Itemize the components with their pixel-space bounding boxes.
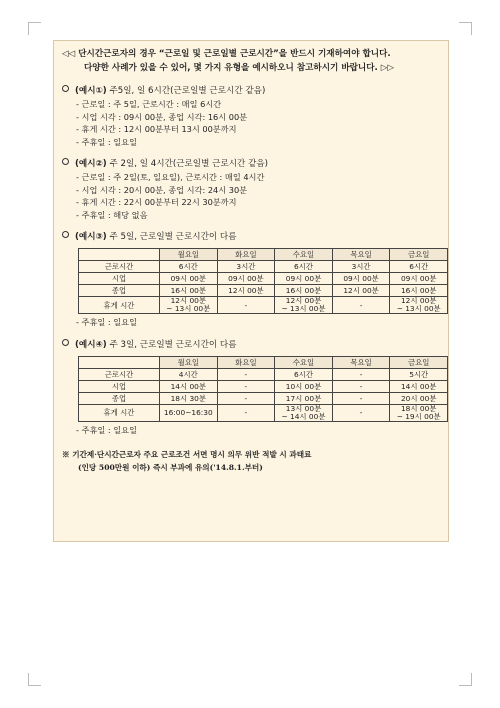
table-cell: 16시 00분 (160, 285, 218, 297)
example-2-line: - 휴게 시간 : 22시 00분부터 22시 30분까지 (76, 197, 237, 207)
row-header: 휴게 시간 (79, 297, 160, 314)
table-cell: 16시 00분 (390, 285, 448, 297)
table-cell: 09시 00분 (217, 273, 275, 285)
table-corner (79, 356, 160, 368)
row-header: 시업 (79, 380, 160, 392)
circle-bullet-icon (62, 158, 69, 165)
example-1-line: - 주휴일 : 일요일 (76, 136, 137, 147)
day-header: 화요일 (217, 249, 275, 261)
example-3-heading: 주 5일, 근로일별 근로시간이 다름 (106, 232, 237, 242)
circle-bullet-icon (62, 339, 69, 346)
day-header: 화요일 (217, 356, 275, 368)
table-cell: 10시 00분 (275, 380, 333, 392)
table-cell: - (332, 404, 390, 421)
table-cell: 17시 00분 (275, 392, 333, 404)
table-cell: 09시 00분 (275, 273, 333, 285)
crop-mark-bottom-right (459, 673, 472, 686)
circle-bullet-icon (62, 85, 69, 92)
example-2-heading: 주 2일, 일 4시간(근로일별 근로시간 같음) (106, 159, 269, 169)
example-4-heading: 주 3일, 근로일별 근로시간이 다름 (106, 339, 237, 350)
intro-line-1: ◁◁ 단시간근로자의 경우 “근로일 및 근로일별 근로시간”을 반드시 기재하여야 합니다. (62, 49, 391, 59)
row-header: 근로시간 (79, 368, 160, 380)
table-cell: 12시 00분 (217, 285, 275, 297)
circle-bullet-icon (62, 231, 69, 238)
example-1-line: - 근로일 : 주 5일, 근로시간 : 매일 6시간 (76, 99, 222, 109)
penalty-note-line-2: (인당 500만원 이하) 즉시 부과에 유의('14.8.1.부터) (78, 463, 263, 472)
example-2-line: - 주휴일 : 해당 없음 (76, 209, 148, 220)
day-header: 월요일 (160, 249, 218, 261)
example-1-title (62, 85, 440, 98)
table-cell: 12시 00분 ~ 13시 00분 (390, 297, 448, 314)
table-cell: - (217, 404, 275, 421)
example-2-line: - 근로일 : 주 2일(토, 일요일), 근로시간 : 매일 4시간 (76, 172, 265, 182)
table-cell: 18시 00분 ~ 19시 00분 (390, 404, 448, 421)
table-corner (79, 249, 160, 261)
table-cell: 12시 00분 ~ 13시 00분 (160, 297, 218, 314)
table-cell: 3시간 (217, 261, 275, 273)
table-cell: - (332, 380, 390, 392)
table-cell: - (217, 392, 275, 404)
example-3-label: (예시③) (75, 232, 107, 242)
intro (62, 47, 440, 75)
row-header: 근로시간 (79, 261, 160, 273)
table-cell: 14시 00분 (390, 380, 448, 392)
example-1-line: - 휴게 시간 : 12시 00분부터 13시 00분까지 (76, 124, 237, 134)
table-cell: 6시간 (275, 261, 333, 273)
example-3-holiday: - 주휴일 : 일요일 (76, 317, 137, 327)
day-header: 목요일 (332, 249, 390, 261)
table-cell: - (217, 380, 275, 392)
example-4-table (78, 356, 448, 422)
crop-mark-top-right (459, 22, 472, 35)
table-cell: 14시 00분 (160, 380, 218, 392)
table-cell: - (332, 392, 390, 404)
table-cell: 16시 00분 (275, 285, 333, 297)
table-cell: 09시 00분 (390, 273, 448, 285)
penalty-note-line-1: ※ 기간제·단시간근로자 주요 근로조건 서면 명시 의무 위반 적발 시 과태료 (62, 450, 312, 459)
table-cell: 4시간 (160, 368, 218, 380)
table-cell: 3시간 (332, 261, 390, 273)
row-header: 시업 (79, 273, 160, 285)
table-cell: 5시간 (390, 368, 448, 380)
day-header: 수요일 (275, 249, 333, 261)
table-cell: - (217, 297, 275, 314)
row-header: 종업 (79, 285, 160, 297)
table-cell: 6시간 (160, 261, 218, 273)
crop-mark-top-left (28, 22, 41, 35)
table-cell: 6시간 (275, 368, 333, 380)
example-3-title (62, 231, 440, 244)
table-cell: 6시간 (390, 261, 448, 273)
crop-mark-bottom-left (28, 673, 41, 686)
penalty-note (62, 448, 440, 474)
intro-line-2: 다양한 사례가 있을 수 있어, 몇 가지 유형을 예시하오니 참고하시기 바랍니다. ▷▷ (84, 63, 395, 73)
table-cell: 20시 00분 (390, 392, 448, 404)
day-header: 수요일 (275, 356, 333, 368)
table-cell: - (332, 368, 390, 380)
table-cell: 18시 30분 (160, 392, 218, 404)
example-4-title (62, 339, 440, 352)
table-cell: 09시 00분 (160, 273, 218, 285)
table-cell: 09시 00분 (332, 273, 390, 285)
table-cell: - (217, 368, 275, 380)
day-header: 금요일 (390, 249, 448, 261)
table-cell: - (332, 297, 390, 314)
row-header: 종업 (79, 392, 160, 404)
example-4-label: (예시④) (75, 339, 107, 350)
row-header: 휴게 시간 (79, 404, 160, 421)
table-cell: 16:00~16:30 (160, 404, 218, 421)
example-4-holiday: - 주휴일 : 일요일 (76, 424, 137, 435)
table-cell: 12시 00분 (332, 285, 390, 297)
example-2-label: (예시②) (75, 159, 107, 169)
day-header: 목요일 (332, 356, 390, 368)
day-header: 금요일 (390, 356, 448, 368)
example-1-label: (예시①) (75, 86, 107, 96)
example-1-line: - 시업 시각 : 09시 00분, 종업 시각: 16시 00분 (76, 111, 248, 122)
day-header: 월요일 (160, 356, 218, 368)
example-2-line: - 시업 시각 : 20시 00분, 종업 시각: 24시 30분 (76, 184, 248, 195)
table-cell: 12시 00분 ~ 13시 00분 (275, 297, 333, 314)
example-1-heading: 주5일, 일 6시간(근로일별 근로시간 같음) (106, 86, 266, 96)
table-cell: 13시 00분 ~ 14시 00분 (275, 404, 333, 421)
example-3-table (78, 248, 448, 314)
example-2-title (62, 158, 440, 171)
guide-box (53, 40, 449, 542)
